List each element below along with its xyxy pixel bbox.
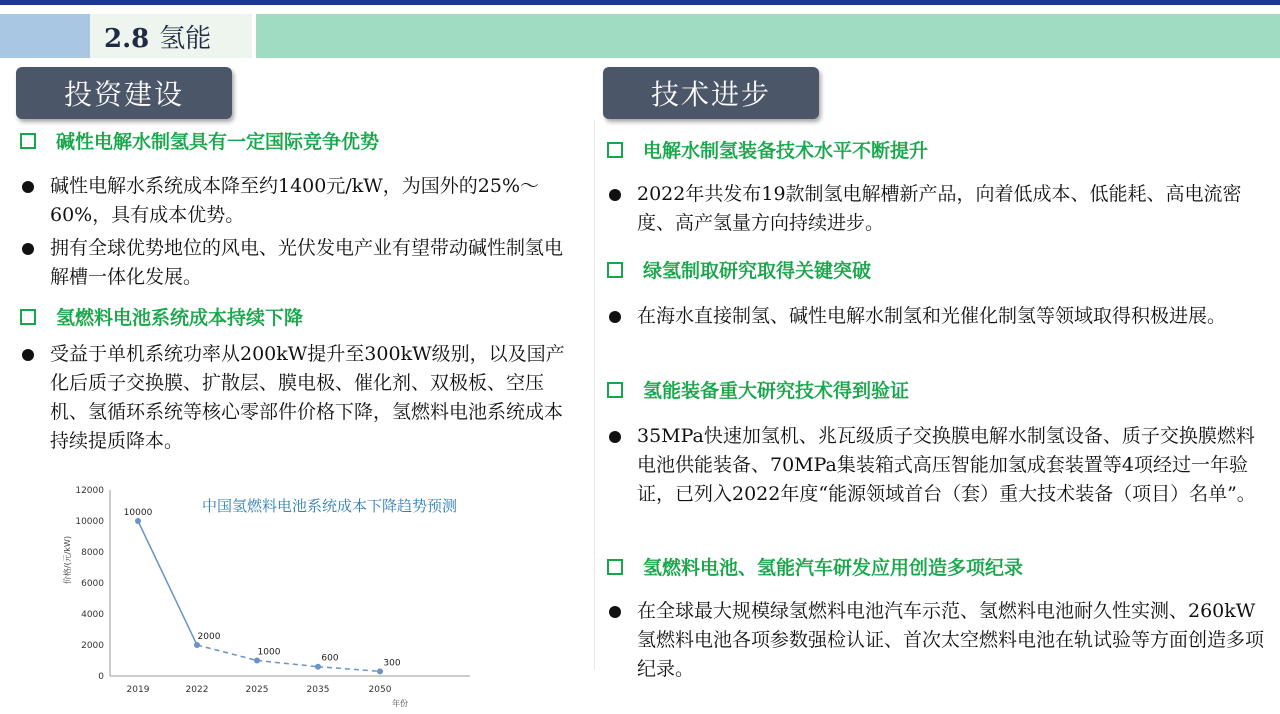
checkbox-square-icon	[607, 382, 623, 398]
chart-x-tick-label: 2022	[185, 685, 209, 695]
chart-point	[135, 518, 141, 524]
chart-y-tick-label: 2000	[81, 641, 104, 651]
chart-y-label: 价格/(元/kW)	[63, 535, 72, 585]
chart-line-segment	[257, 661, 318, 667]
title-green-bar	[256, 14, 1280, 58]
right-bullet-4: 在全球最大规模绿氢燃料电池汽车示范、氢燃料电池耐久性实测、260kW氢燃料电池各项参数强检认证、首次太空燃料电池在轨试验等方面创造多项纪录。	[609, 597, 1269, 684]
chart-line-segment	[197, 645, 257, 661]
chart-y-tick-label: 4000	[81, 610, 104, 620]
right-heading-2: 绿氢制取研究取得关键突破	[607, 256, 871, 283]
left-heading-2: 氢燃料电池系统成本持续下降	[20, 303, 303, 330]
section-title-text: 氢能	[159, 23, 212, 54]
title-accent-bar	[0, 14, 90, 58]
right-bullet-1: 2022年共发布19款制氢电解槽新产品，向着低成本、低能耗、高电流密度、高产氢量方向持续进步。	[609, 180, 1269, 238]
chart-y-tick-label: 8000	[81, 548, 104, 558]
chart-data-label: 2000	[197, 632, 221, 642]
left-bullet-1: 碱性电解水系统成本降至约1400元/kW，为国外的25%～60%，具有成本优势。	[22, 172, 580, 230]
chart-data-label: 600	[321, 653, 339, 664]
cost-trend-chart	[60, 482, 520, 710]
left-bullet-3: 受益于单机系统功率从200kW提升至300kW级别，以及国产化后质子交换膜、扩散层、膜电极、催化剂、双极板、空压机、氢循环系统等核心零部件价格下降，氢燃料电池系统成本持续提质降本。	[22, 340, 580, 456]
chart-data-label: 300	[383, 658, 401, 669]
chart-x-tick-label: 2035	[306, 685, 330, 695]
chart-point	[194, 642, 200, 648]
right-heading-1: 电解水制氢装备技术水平不断提升	[607, 136, 928, 163]
chart-y-tick-label: 10000	[75, 517, 104, 527]
right-heading-4: 氢燃料电池、氢能汽车研发应用创造多项纪录	[607, 553, 1023, 580]
bullet-dot-icon	[22, 181, 34, 193]
top-strip	[0, 0, 1280, 5]
checkbox-square-icon	[607, 142, 623, 158]
right-bullet-3: 35MPa快速加氢机、兆瓦级质子交换膜电解水制氢设备、质子交换膜燃料电池供能装备、70MPa集装箱式高压智能加氢成套装置等4项经过一年验证，已列入2022年度“能源领域首台（套）重大技术装备（项目）名单”。	[609, 422, 1269, 509]
checkbox-square-icon	[607, 559, 623, 575]
checkbox-square-icon	[20, 133, 36, 149]
chart-title: 中国氢燃料电池系统成本下降趋势预测	[202, 497, 458, 515]
chart-x-tick-label: 2019	[126, 685, 150, 695]
bullet-dot-icon	[609, 189, 621, 201]
column-divider	[594, 120, 595, 670]
chart-point	[254, 658, 260, 664]
section-title	[90, 14, 252, 58]
chart-y-tick-label: 12000	[75, 486, 104, 496]
chart-x-tick-label: 2050	[368, 685, 392, 695]
tab-investment: 投资建设	[16, 67, 232, 119]
bullet-dot-icon	[609, 431, 621, 443]
checkbox-square-icon	[20, 309, 36, 325]
chart-point	[315, 664, 321, 670]
left-heading-1: 碱性电解水制氢具有一定国际竞争优势	[20, 127, 379, 154]
section-number: 2.8	[104, 23, 150, 54]
chart-data-label: 1000	[257, 647, 281, 658]
bullet-dot-icon	[22, 349, 34, 361]
checkbox-square-icon	[607, 262, 623, 278]
chart-y-tick-label: 6000	[81, 579, 104, 589]
right-bullet-2: 在海水直接制氢、碱性电解水制氢和光催化制氢等领域取得积极进展。	[609, 302, 1269, 331]
bullet-dot-icon	[609, 311, 621, 323]
chart-line-segment	[138, 521, 197, 645]
chart-x-label: 年份	[392, 699, 408, 708]
right-heading-3: 氢能装备重大研究技术得到验证	[607, 376, 909, 403]
bullet-dot-icon	[22, 243, 34, 255]
chart-line-segment	[318, 667, 380, 672]
chart-y-tick-label: 0	[98, 672, 104, 682]
tab-technology: 技术进步	[603, 67, 819, 119]
left-bullet-2: 拥有全球优势地位的风电、光伏发电产业有望带动碱性制氢电解槽一体化发展。	[22, 234, 580, 292]
bullet-dot-icon	[609, 606, 621, 618]
chart-x-tick-label: 2025	[245, 685, 269, 695]
chart-data-label: 10000	[123, 508, 153, 518]
chart-point	[377, 668, 383, 674]
